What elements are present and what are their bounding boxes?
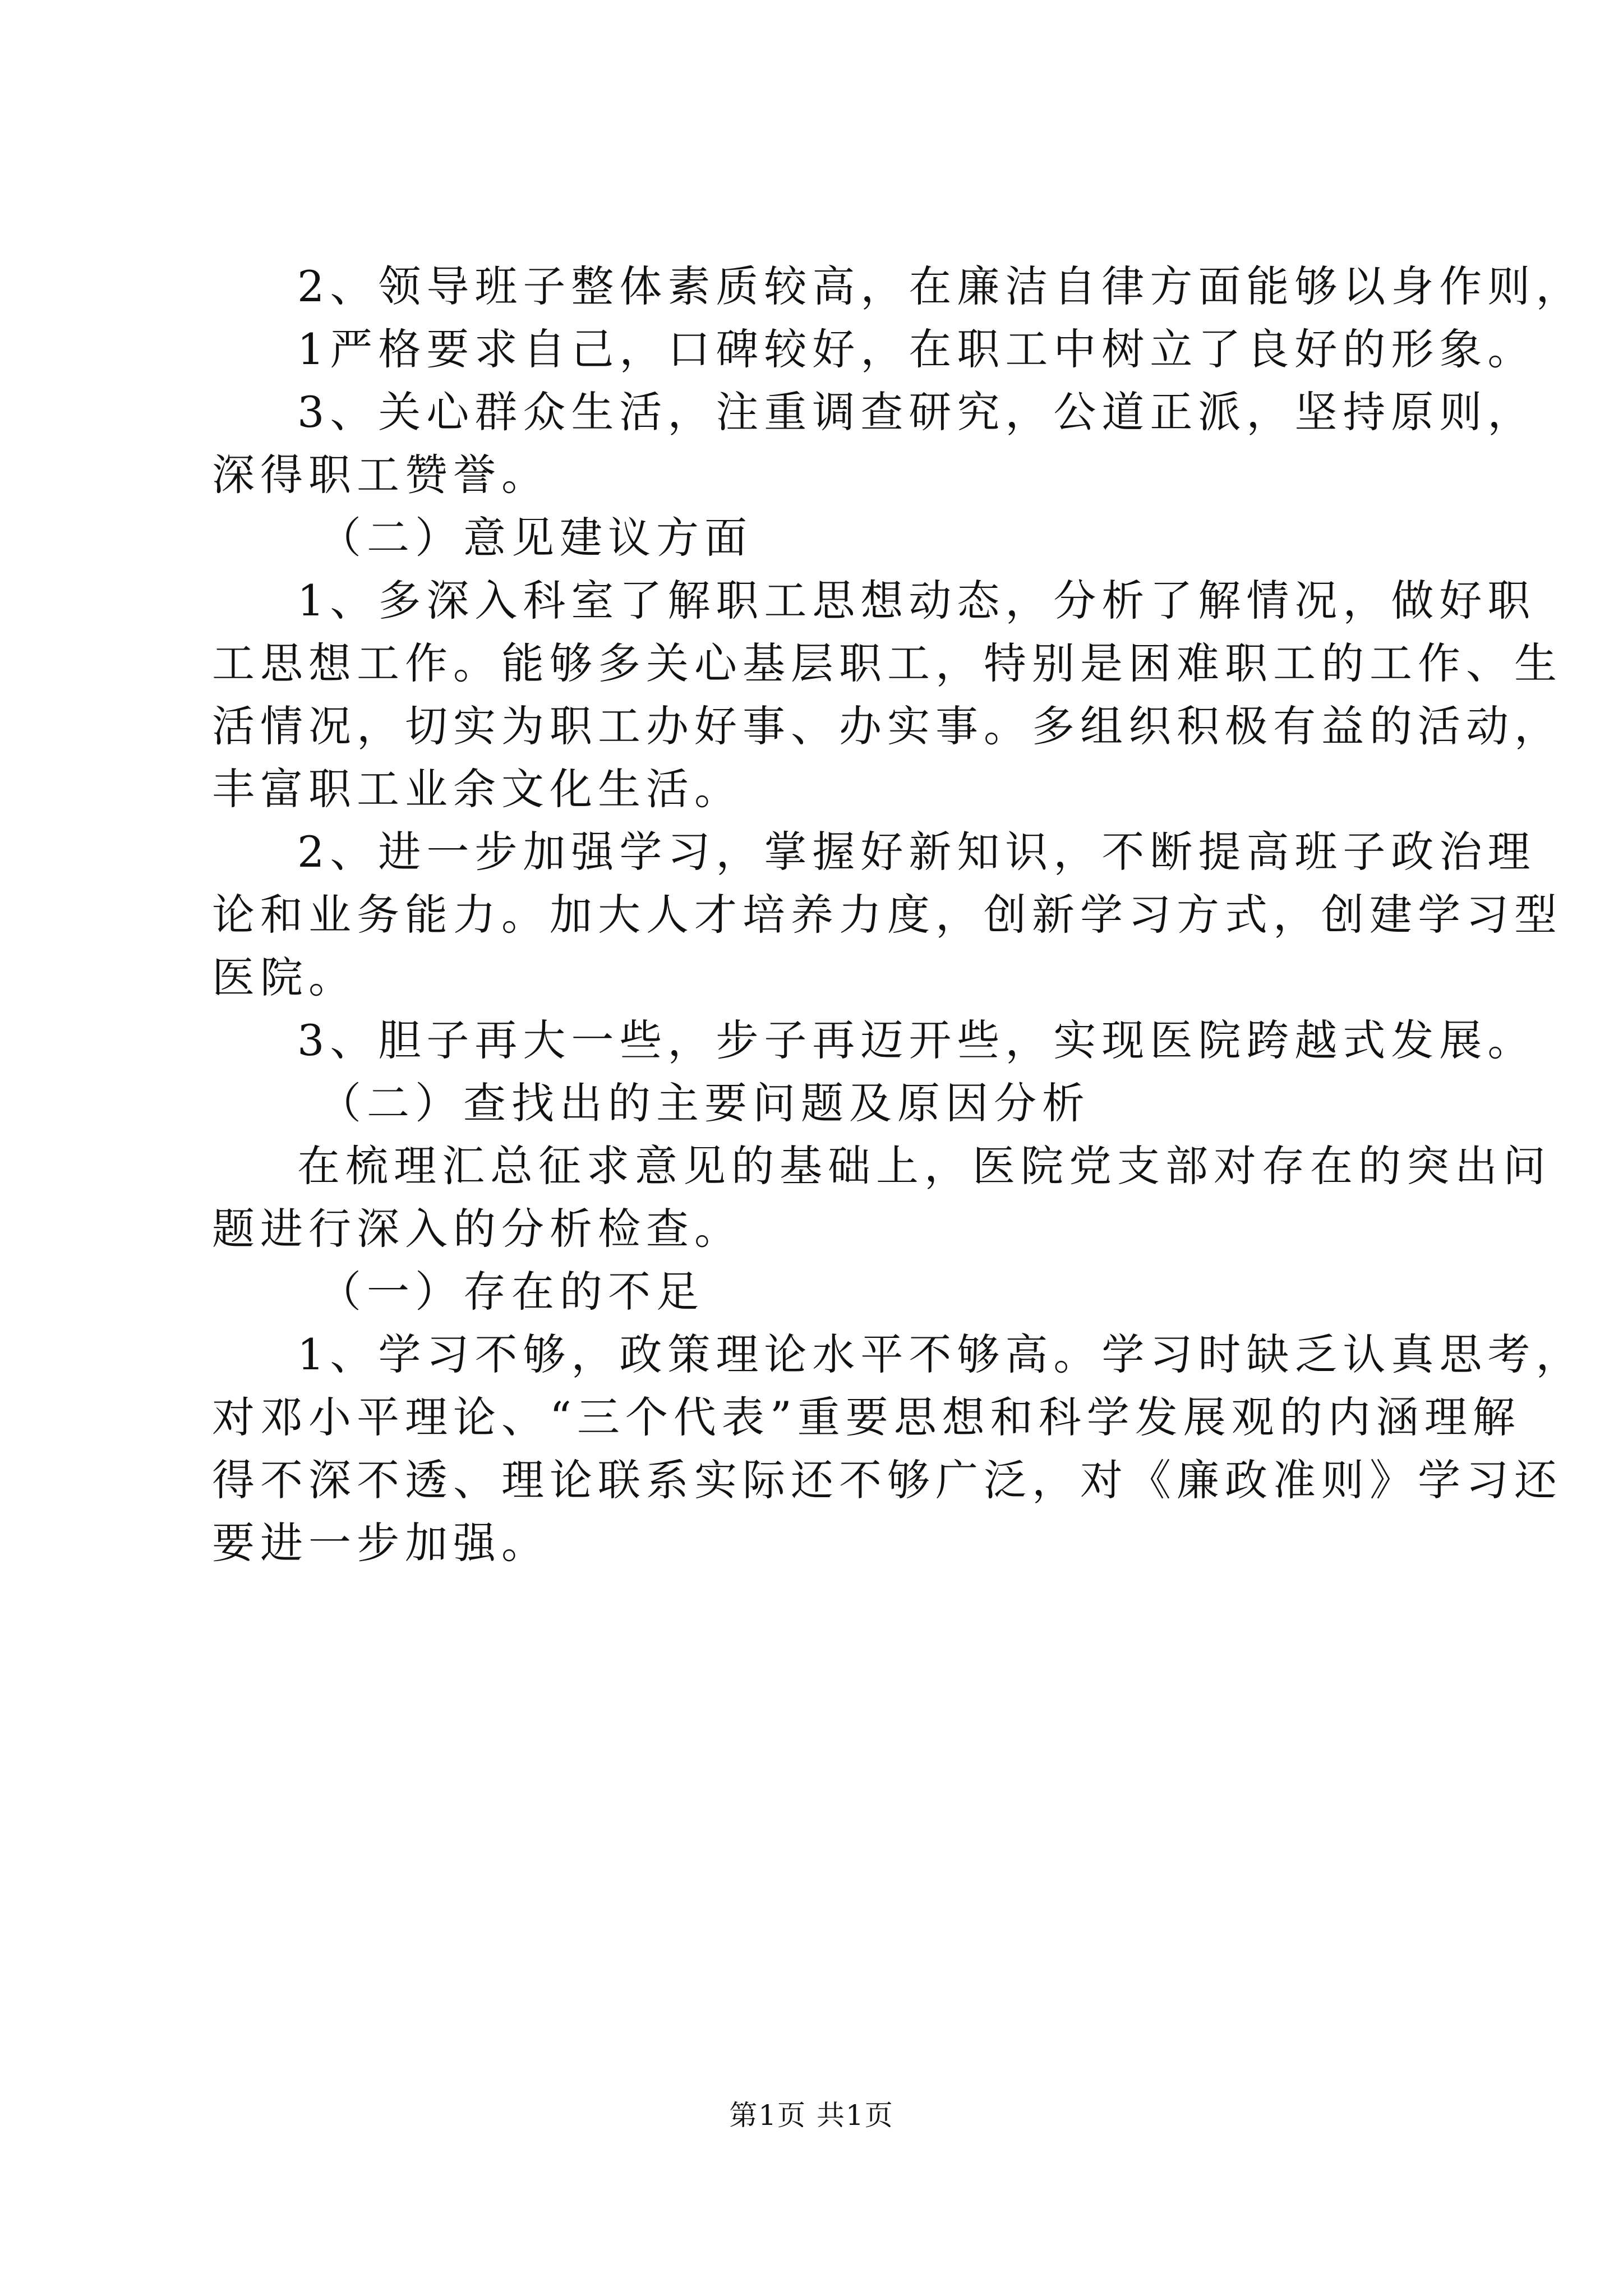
paragraph-line: 得不深不透、理论联系实际还不够广泛，对《廉政准则》学习还 [212, 1455, 1562, 1505]
paragraph-line: 要进一步加强。 [212, 1518, 550, 1568]
paragraph-line: 题进行深入的分析检查。 [212, 1204, 743, 1254]
paragraph-line: 2、进一步加强学习，掌握好新知识，不断提高班子政治理 [297, 827, 1536, 877]
paragraph-line: 深得职工赞誉。 [212, 450, 550, 500]
section-heading: （一）存在的不足 [319, 1267, 704, 1317]
section-heading: （二）查找出的主要问题及原因分析 [319, 1078, 1090, 1128]
paragraph-line: 论和业务能力。加大人才培养力度，创新学习方式，创建学习型 [212, 890, 1562, 940]
paragraph-line: 1严格要求自己，口碑较好，在职工中树立了良好的形象。 [297, 324, 1536, 374]
paragraph-line: 工思想工作。能够多关心基层职工，特别是困难职工的工作、生 [212, 638, 1562, 688]
paragraph-line: 在梳理汇总征求意见的基础上，医院党支部对存在的突出问 [297, 1141, 1551, 1191]
paragraph-line: 1、学习不够，政策理论水平不够高。学习时缺乏认真思考， [297, 1329, 1584, 1379]
section-heading: （二）意见建议方面 [319, 513, 753, 563]
paragraph-line: 丰富职工业余文化生活。 [212, 764, 743, 814]
paragraph-line: 1、多深入科室了解职工思想动态，分析了解情况，做好职 [297, 576, 1536, 625]
paragraph-line: 3、关心群众生活，注重调查研究，公道正派，坚持原则， [297, 387, 1536, 437]
paragraph-line: 3、胆子再大一些，步子再迈开些，实现医院跨越式发展。 [297, 1015, 1536, 1065]
paragraph-line: 对邓小平理论、“三个代表”重要思想和科学发展观的内涵理解 [212, 1392, 1521, 1442]
document-body [212, 255, 1584, 1575]
paragraph-line: 活情况，切实为职工办好事、办实事。多组织积极有益的活动， [212, 701, 1562, 751]
page-footer: 第1页 共1页 [729, 2099, 894, 2132]
paragraph-line: 医院。 [212, 953, 357, 1002]
paragraph-line: 2、领导班子整体素质较高，在廉洁自律方面能够以身作则， [297, 261, 1584, 311]
